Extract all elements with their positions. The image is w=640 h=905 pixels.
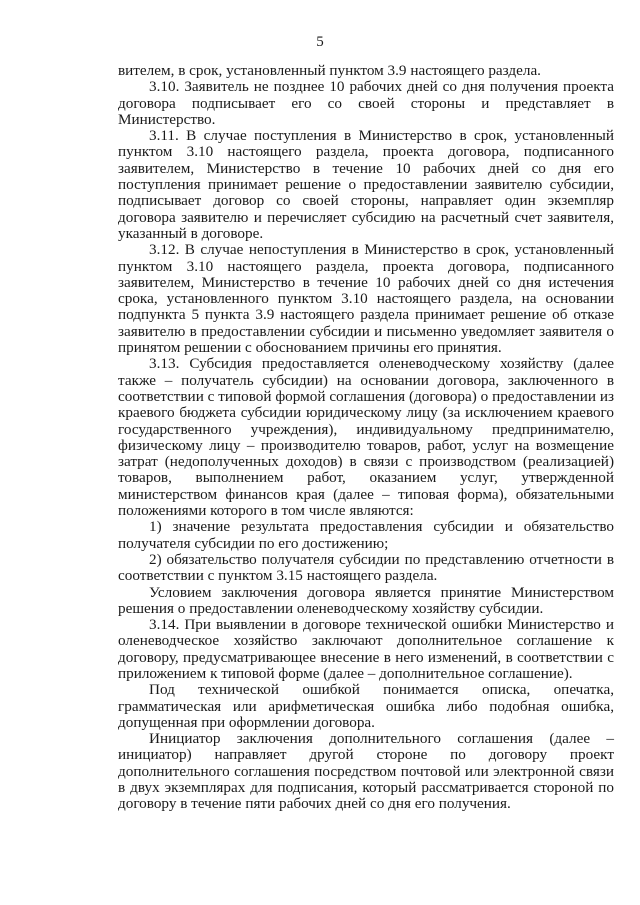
paragraph-condition: Условием заключения договора является принятие Министерством решения о предоставлении оленеводческому хозяйству субсидии. bbox=[118, 583, 614, 617]
paragraph-3-12: 3.12. В случае непоступления в Министерство в срок, установленный пунктом 3.10 настоящего раздела, проекта договора, подписанного заявителем, Министерство в течение 10 рабочих дней со дня истечения срока, установленного пунктом 3.10 настоящего раздела, на основании подпункта 5 пункта 3.9 настоящего раздела принимает решение об отказе заявителю в предоставлении субсидии и письменно уведомляет заявителя о принятом решении с обоснованием причины его принятия. bbox=[118, 241, 614, 357]
paragraph-3-11: 3.11. В случае поступления в Министерство в срок, установленный пунктом 3.10 настоящего раздела, проекта договора, подписанного заявителем, Министерство в течение 10 рабочих дней со дня его поступления принимает решение о предоставлении заявителю субсидии, подписывает договор со своей стороны, направляет один экземпляр договора заявителю и перечисляет субсидию на расчетный счет заявителя, указанный в договоре. bbox=[118, 127, 614, 242]
list-item-1: 1) значение результата предоставления субсидии и обязательство получателя субсидии по его достижению; bbox=[118, 518, 614, 552]
paragraph-3-14: 3.14. При выявлении в договоре технической ошибки Министерство и оленеводческое хозяйство заключают дополнительное соглашение к договору, предусматривающее внесение в него изменений, в соответствии с приложением к типовой форме (далее – дополнительное соглашение). bbox=[118, 616, 614, 682]
paragraph-3-10: 3.10. Заявитель не позднее 10 рабочих дней со дня получения проекта договора подписывает его со своей стороны и представляет в Министерство. bbox=[118, 78, 614, 128]
paragraph-3-13: 3.13. Субсидия предоставляется оленеводческому хозяйству (далее также – получатель субсидии) на основании договора, заключенного в соответствии с типовой формой соглашения (договора) о предоставлении из краевого бюджета субсидии юридическому лицу (за исключением краевого государственного учреждения), индивидуальному предпринимателю, физическому лицу – производителю товаров, работ, услуг на возмещение затрат (недополученных доходов) в связи с производством (реализацией) товаров, выполнением работ, оказанием услуг, утвержденной министерством финансов края (далее – типовая форма), обязательными положениями которого в том числе являются: bbox=[118, 355, 614, 520]
list-item-2: 2) обязательство получателя субсидии по представлению отчетности в соответствии с пунктом 3.15 настоящего раздела. bbox=[118, 550, 614, 585]
paragraph-technical-error: Под технической ошибкой понимается описка, опечатка, грамматическая или арифметическая ошибка либо подобная ошибка, допущенная при оформлении договора. bbox=[118, 681, 614, 731]
page-number: 5 bbox=[316, 34, 324, 50]
document-body bbox=[118, 63, 614, 813]
paragraph-continuation: вителем, в срок, установленный пунктом 3.9 настоящего раздела. bbox=[118, 62, 541, 79]
paragraph-initiator: Инициатор заключения дополнительного соглашения (далее – инициатор) направляет другой стороне по договору проект дополнительного соглашения посредством почтовой или электронной связи в двух экземплярах для подписания, который рассматривается стороной по договору в течение пяти рабочих дней со дня его получения. bbox=[118, 730, 614, 813]
